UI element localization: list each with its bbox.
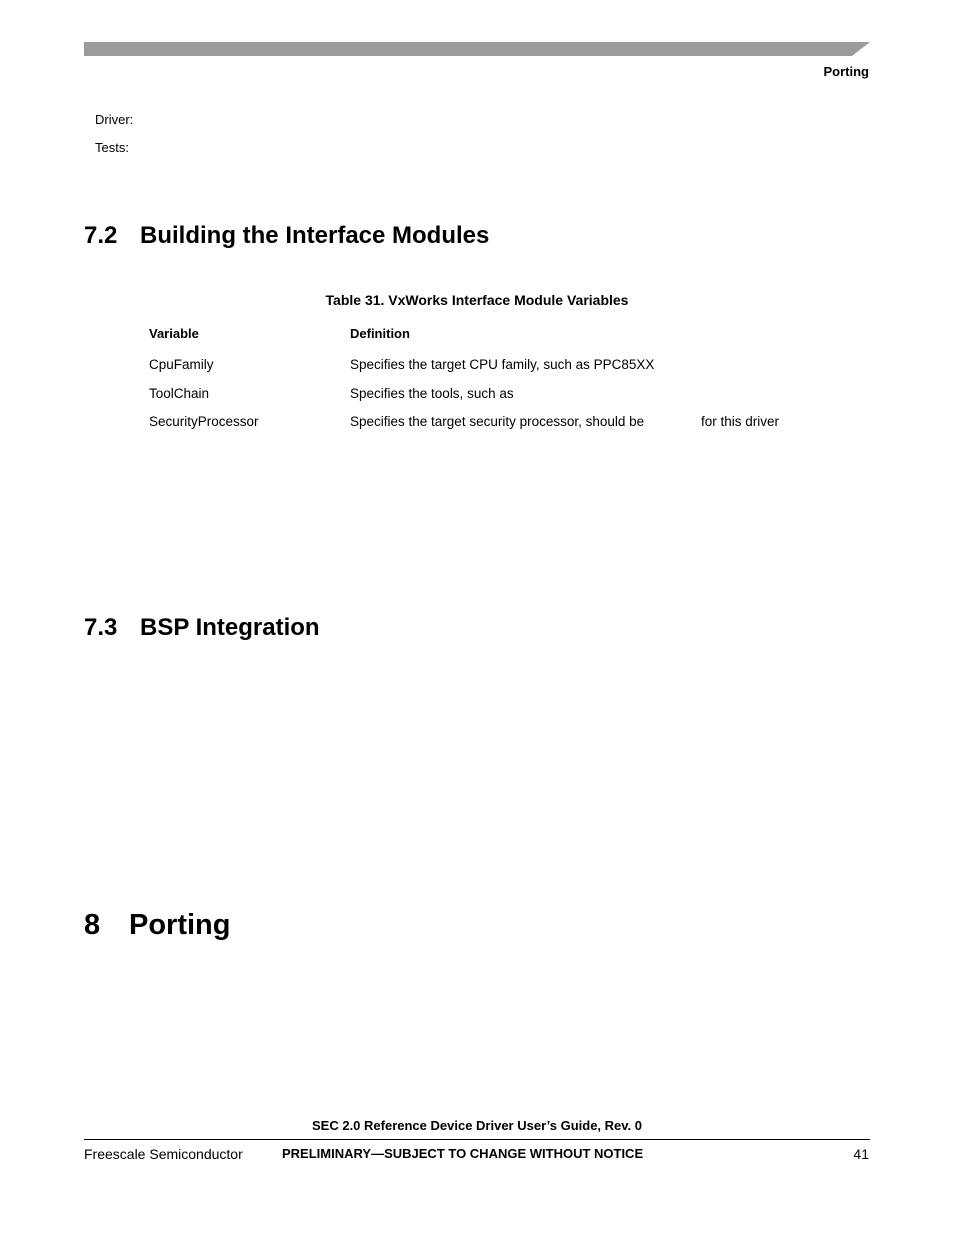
section-number: 7.2 <box>84 222 118 249</box>
footer-divider <box>84 1139 870 1140</box>
section-title: Building the Interface Modules <box>140 222 490 249</box>
definition-cell: Specifies the tools, such as <box>350 385 514 401</box>
variable-cell: ToolChain <box>149 385 210 401</box>
tests-label: Tests: <box>95 140 129 155</box>
column-header-definition: Definition <box>350 326 410 341</box>
table-header-row <box>149 326 809 357</box>
table-caption: Table 31. VxWorks Interface Module Variables <box>325 292 629 308</box>
section-number: 7.3 <box>84 614 118 641</box>
table-row <box>149 414 809 443</box>
footer-company: Freescale Semiconductor <box>84 1146 243 1162</box>
page-number: 41 <box>853 1146 869 1162</box>
footer-document-title: SEC 2.0 Reference Device Driver User’s Guide, Rev. 0 <box>312 1118 642 1133</box>
variable-cell: SecurityProcessor <box>149 414 259 429</box>
chapter-number: 8 <box>84 909 101 941</box>
variables-table <box>149 326 809 443</box>
variable-cell: CpuFamily <box>149 357 214 372</box>
definition-cell: Specifies the target security processor, should be <box>350 414 645 429</box>
table-row <box>149 386 809 415</box>
section-heading-7-3 <box>84 614 320 642</box>
chapter-heading-8 <box>84 909 231 942</box>
definition-cell: Specifies the target CPU family, such as PPC85XX <box>350 357 655 372</box>
section-heading-7-2 <box>84 222 489 250</box>
header-decorative-bar <box>84 42 870 56</box>
column-header-variable: Variable <box>149 326 199 341</box>
running-head: Porting <box>823 64 869 79</box>
section-title: BSP Integration <box>140 614 320 641</box>
table-row <box>149 357 809 386</box>
definition-trailing-text: for this driver <box>701 414 780 429</box>
driver-label: Driver: <box>95 112 134 127</box>
footer-notice: PRELIMINARY—SUBJECT TO CHANGE WITHOUT NOTICE <box>282 1146 644 1161</box>
chapter-title: Porting <box>129 909 231 941</box>
